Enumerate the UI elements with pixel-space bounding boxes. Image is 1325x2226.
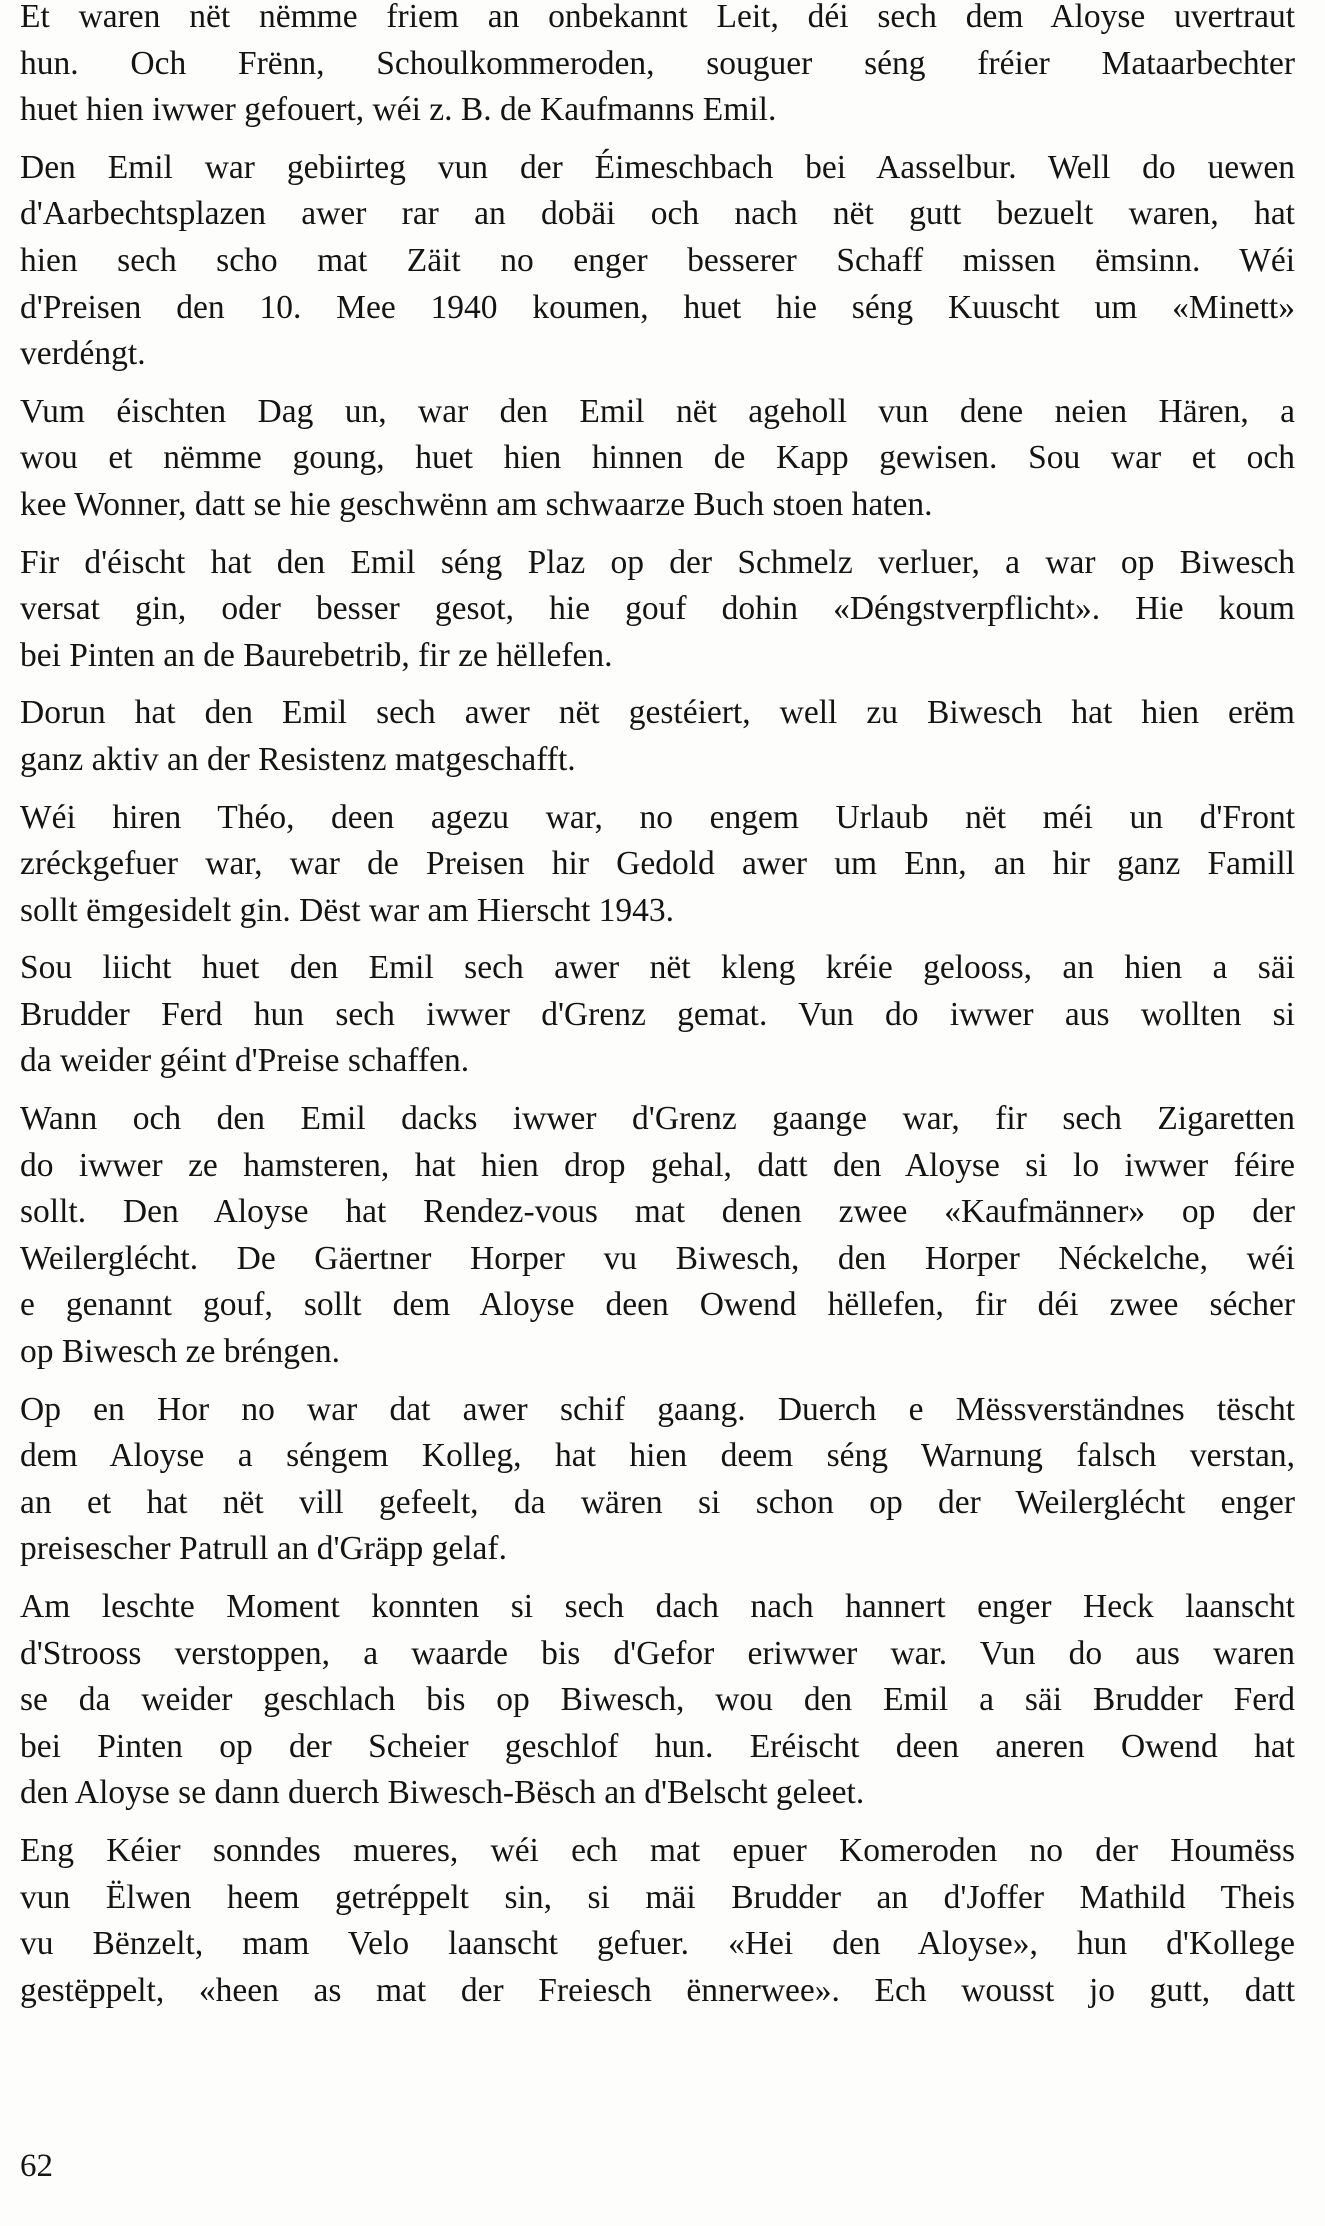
text-line: Fir d'éischt hat den Emil séng Plaz op der Schmelz verluer, a war op Biwesch: [20, 543, 1295, 581]
text-line: se da weider geschlach bis op Biwesch, wou den Emil a säi Brudder Ferd: [20, 1681, 1295, 1719]
text-line: vu Bënzelt, mam Velo laanscht gefuer. «Hei den Aloyse», hun d'Kollege: [20, 1925, 1295, 1963]
text-line: Brudder Ferd hun sech iwwer d'Grenz gemat. Vun do iwwer aus wollten si: [20, 995, 1295, 1033]
text-line: Wéi hiren Théo, deen agezu war, no engem Urlaub nët méi un d'Front: [20, 798, 1295, 836]
text-line: Sou liicht huet den Emil sech awer nët kleng kréie gelooss, an hien a säi: [20, 949, 1295, 987]
text-line: hien sech scho mat Zäit no enger besserer Schaff missen ëmsinn. Wéi: [20, 241, 1295, 279]
text-line: Am leschte Moment konnten si sech dach nach hannert enger Heck laanscht: [20, 1588, 1295, 1625]
text-line: do iwwer ze hamsteren, hat hien drop gehal, datt den Aloyse si lo iwwer féire: [20, 1146, 1295, 1184]
page-number: 62: [20, 2148, 53, 2184]
text-line: an et hat nët vill gefeelt, da wären si schon op der Weilerglécht enger: [20, 1483, 1295, 1521]
text-line: sollt ëmgesidelt gin. Dëst war am Hierscht 1943.: [20, 891, 675, 929]
paragraph: [20, 540, 1295, 680]
paragraph: [20, 389, 1295, 529]
paragraph: [20, 0, 1295, 134]
paragraph: [20, 1828, 1295, 2014]
text-line: e genannt gouf, sollt dem Aloyse deen Owend hëllefen, fir déi zwee sécher: [20, 1286, 1295, 1324]
text-line: op Biwesch ze bréngen.: [20, 1333, 341, 1371]
paragraph: [20, 690, 1295, 783]
paragraph: [20, 1096, 1295, 1376]
text-line: d'Preisen den 10. Mee 1940 koumen, huet hie séng Kuuscht um «Minett»: [20, 288, 1295, 326]
text-line: Vum éischten Dag un, war den Emil nët ageholl vun dene neien Hären, a: [20, 392, 1295, 430]
text-line: sollt. Den Aloyse hat Rendez-vous mat denen zwee «Kaufmänner» op der: [20, 1193, 1295, 1231]
text-line: huet hien iwwer gefouert, wéi z. B. de Kaufmanns Emil.: [20, 91, 777, 129]
text-line: vun Ëlwen heem getréppelt sin, si mäi Brudder an d'Joffer Mathild Theis: [20, 1878, 1295, 1916]
text-line: kee Wonner, datt se hie geschwënn am schwaarze Buch stoen haten.: [20, 485, 933, 523]
paragraph: [20, 1584, 1295, 1817]
text-line: da weider géint d'Preise schaffen.: [20, 1042, 470, 1080]
text-line: bei Pinten op der Scheier geschlof hun. Eréischt deen aneren Owend hat: [20, 1727, 1295, 1765]
paragraph: [20, 945, 1295, 1085]
text-line: den Aloyse se dann duerch Biwesch-Bësch an d'Belscht geleet.: [20, 1774, 865, 1812]
text-line: bei Pinten an de Baurebetrib, fir ze hëllefen.: [20, 636, 613, 674]
text-line: Op en Hor no war dat awer schif gaang. Duerch e Mëssverständnes tëscht: [20, 1390, 1295, 1428]
paragraph: [20, 145, 1295, 378]
text-line: verdéngt.: [20, 335, 146, 373]
text-line: wou et nëmme goung, huet hien hinnen de Kapp gewisen. Sou war et och: [20, 439, 1295, 477]
text-line: Dorun hat den Emil sech awer nët gestéiert, well zu Biwesch hat hien erëm: [20, 694, 1295, 732]
text-line: preisescher Patrull an d'Gräpp gelaf.: [20, 1530, 507, 1568]
text-line: hun. Och Frënn, Schoulkommeroden, souguer séng fréier Mataarbechter: [20, 44, 1295, 82]
text-line: ganz aktiv an der Resistenz matgeschafft.: [20, 740, 576, 778]
text-line: Wann och den Emil dacks iwwer d'Grenz gaange war, fir sech Zigaretten: [20, 1100, 1295, 1138]
text-line: Eng Kéier sonndes mueres, wéi ech mat epuer Komeroden no der Houmëss: [20, 1831, 1295, 1869]
text-line: Et waren nët nëmme friem an onbekannt Leit, déi sech dem Aloyse uvertraut: [20, 0, 1295, 35]
paragraph: [20, 1387, 1295, 1573]
text-line: zréckgefuer war, war de Preisen hir Gedold awer um Enn, an hir ganz Famill: [20, 845, 1295, 883]
paragraph: [20, 795, 1295, 935]
text-line: versat gin, oder besser gesot, hie gouf dohin «Déngstverpflicht». Hie koum: [20, 590, 1295, 628]
text-line: dem Aloyse a séngem Kolleg, hat hien deem séng Warnung falsch verstan,: [20, 1437, 1295, 1475]
text-line: Den Emil war gebiirteg vun der Éimeschbach bei Aasselbur. Well do uewen: [20, 148, 1295, 186]
body-text: [20, 0, 1295, 2025]
text-line: d'Aarbechtsplazen awer rar an dobäi och nach nët gutt bezuelt waren, hat: [20, 195, 1295, 233]
text-line: gestëppelt, «heen as mat der Freiesch ënnerwee». Ech wousst jo gutt, datt: [20, 1971, 1295, 2009]
text-line: d'Strooss verstoppen, a waarde bis d'Gefor eriwwer war. Vun do aus waren: [20, 1634, 1295, 1672]
text-line: Weilerglécht. De Gäertner Horper vu Biwesch, den Horper Néckelche, wéi: [20, 1239, 1295, 1277]
